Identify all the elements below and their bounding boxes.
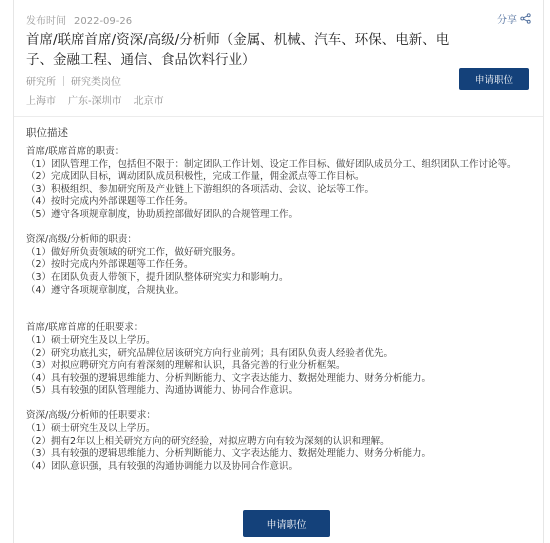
description-line: 资深/高级/分析师的任职要求： bbox=[26, 410, 156, 422]
description-line: （2）按时完成内外部课题等工作任务。 bbox=[26, 259, 194, 271]
description-line: （4）团队意识强，具有较强的沟通协调能力以及协同合作意识。 bbox=[26, 460, 299, 472]
description-line: （4）按时完成内外部课题等工作任务。 bbox=[26, 196, 194, 208]
city-shanghai: 上海市 bbox=[26, 96, 56, 107]
city-beijing: 北京市 bbox=[133, 96, 164, 107]
description-line bbox=[26, 398, 531, 411]
description-line: （3）积极组织、参加研究所及产业链上下游组织的各项活动、会议、论坛等工作。 bbox=[26, 183, 375, 195]
description-line: （3）在团队负责人带领下，提升团队整体研究实力和影响力。 bbox=[26, 271, 289, 283]
description-line: （1）做好所负责领域的研究工作，做好研究服务。 bbox=[26, 246, 242, 258]
share-button[interactable] bbox=[497, 11, 531, 26]
job-tags bbox=[26, 73, 121, 88]
publish-meta bbox=[26, 12, 132, 27]
share-label: 分享 bbox=[497, 15, 517, 26]
description-line: （2）研究功底扎实，研究品牌位居该研究方向行业前列；具有团队负责人经验者优先。 bbox=[26, 347, 394, 359]
description-line: （1）团队管理工作，包括但不限于：制定团队工作计划、设定工作目标、做好团队成员分工、组织团队工作讨论等。 bbox=[26, 158, 517, 170]
publish-date: 2022-09-26 bbox=[74, 16, 133, 27]
share-icon bbox=[520, 13, 531, 24]
description-line: （5）具有较强的团队管理能力、沟通协调能力、协同合作意识。 bbox=[26, 385, 299, 397]
description-line: 首席/联席首席的职责： bbox=[26, 146, 125, 157]
description-line: （2）完成团队目标，调动团队成员积极性，完成工作量，佣金派点等工作目标。 bbox=[26, 171, 365, 183]
job-detail-card bbox=[13, 0, 544, 543]
job-cities bbox=[26, 92, 164, 107]
description-heading: 职位描述 bbox=[26, 127, 68, 139]
apply-button-bottom[interactable]: 申请职位 bbox=[243, 510, 330, 537]
tag-department: 研究所 bbox=[26, 77, 56, 88]
description-line: （2）拥有2年以上相关研究方向的研究经验，对拟应聘方向有较为深刻的认识和理解。 bbox=[26, 435, 390, 447]
description-line: 首席/联席首席的任职要求： bbox=[26, 322, 144, 334]
tag-category: 研究类岗位 bbox=[71, 77, 121, 88]
section-divider bbox=[14, 116, 543, 117]
description-line: （1）硕士研究生及以上学历。 bbox=[26, 334, 156, 346]
description-line: （1）硕士研究生及以上学历。 bbox=[26, 423, 156, 435]
job-description bbox=[26, 146, 531, 473]
description-line: （4）遵守各项规章制度，合规执业。 bbox=[26, 284, 185, 296]
description-line: （3）对拟应聘研究方向有着深刻的理解和认识，具备完善的行业分析框架。 bbox=[26, 360, 346, 372]
tag-separator bbox=[63, 76, 64, 86]
publish-label: 发布时间 bbox=[26, 16, 66, 27]
description-line: 资深/高级/分析师的职责： bbox=[26, 234, 137, 246]
city-shenzhen: 广东-深圳市 bbox=[68, 96, 122, 107]
description-line bbox=[26, 222, 531, 235]
description-line: （5）遵守各项规章制度，协助质控部做好团队的合规管理工作。 bbox=[26, 208, 299, 220]
apply-button-top[interactable]: 申请职位 bbox=[459, 68, 529, 90]
description-line: （3）具有较强的逻辑思维能力、分析判断能力、文字表达能力、数据处理能力、财务分析能力。 bbox=[26, 448, 432, 460]
job-title: 首席/联席首席/资深/高级/分析师（金属、机械、汽车、环保、电新、电子、金融工程、通信、食品饮料行业） bbox=[26, 32, 450, 68]
description-line bbox=[26, 297, 531, 310]
description-line: （4）具有较强的逻辑思维能力、分析判断能力、文字表达能力、数据处理能力、财务分析能力。 bbox=[26, 372, 432, 384]
description-line bbox=[26, 310, 531, 323]
